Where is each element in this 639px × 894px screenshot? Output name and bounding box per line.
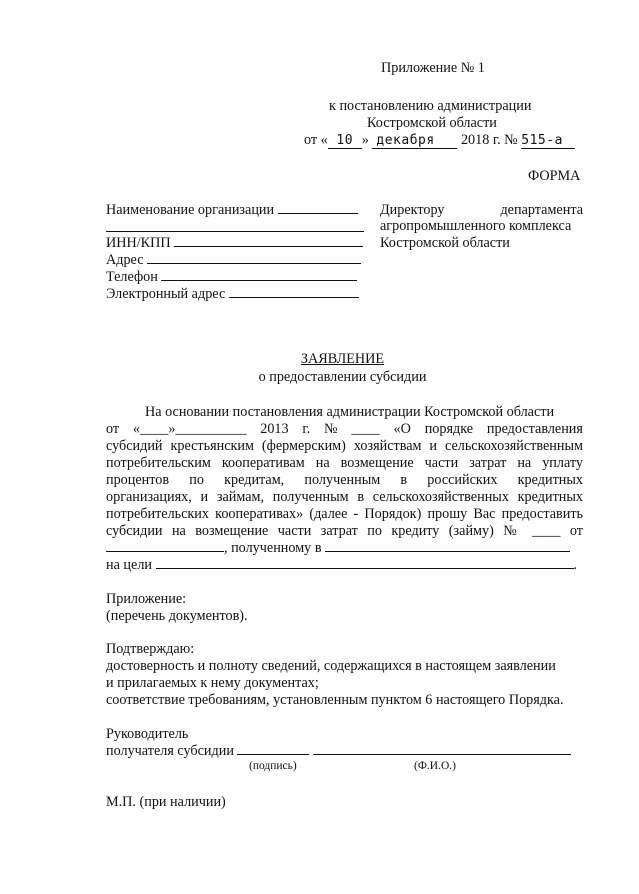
attachments-text: (перечень документов). xyxy=(106,608,248,624)
date-prefix: от « xyxy=(304,132,328,148)
handwritten-month: декабря xyxy=(372,133,457,149)
body-l2-word: предоставления xyxy=(486,421,583,437)
phone-field[interactable] xyxy=(161,280,357,281)
body-line-1: На основании постановления администрации Костромской области xyxy=(145,404,555,420)
address-field[interactable] xyxy=(147,263,361,264)
org-name-row xyxy=(106,202,358,219)
confirm-line-2: и прилагаемых к нему документах; xyxy=(106,675,319,691)
body-l2-word: от xyxy=(106,421,120,437)
org-name-field-2[interactable] xyxy=(106,218,364,232)
body-line-9 xyxy=(106,540,570,557)
body-l2-word: «О xyxy=(393,421,411,437)
body-line-4: потребительским кооперативам на возмещение части затрат на уплату xyxy=(106,455,583,471)
body-l2-word: «____»__________ xyxy=(132,421,247,437)
purpose-period: . xyxy=(573,557,578,573)
appendix-title: Приложение № 1 xyxy=(381,60,485,76)
confirm-label: Подтверждаю: xyxy=(106,641,195,657)
statement-title xyxy=(0,351,639,368)
loan-date-field[interactable] xyxy=(106,551,224,552)
body-line-8: субсидии на возмещение части затрат по кредиту (займу) № ____ от xyxy=(106,523,583,539)
address-label: Адрес xyxy=(106,252,144,268)
body-l2-word: г. xyxy=(302,421,311,437)
addressee-line-2: агропромышленного комплекса xyxy=(380,218,572,234)
body-line-10 xyxy=(106,557,577,574)
statement-subtitle: о предоставлении субсидии xyxy=(258,369,427,385)
form-label: ФОРМА xyxy=(528,168,581,184)
body-l2-word: 2013 xyxy=(260,421,289,437)
recipient-label: получателя субсидии xyxy=(106,743,234,759)
appendix-date-line xyxy=(304,132,575,149)
received-in-label: , полученному в xyxy=(224,540,322,556)
purpose-field[interactable] xyxy=(156,568,574,569)
inn-label: ИНН/КПП xyxy=(106,235,171,251)
confirm-line-3: соответствие требованиям, установленным пунктом 6 настоящего Порядка. xyxy=(106,692,564,708)
appendix-line-2: Костромской области xyxy=(367,115,497,131)
body-l2-word: порядке xyxy=(424,421,474,437)
phone-row xyxy=(106,269,357,286)
body-line-7: потребительских кооперативах» (далее - Порядок) прошу Вас предоставить xyxy=(106,506,583,522)
full-name-caption: (Ф.И.О.) xyxy=(414,760,456,772)
email-field[interactable] xyxy=(229,297,359,298)
body-line-2 xyxy=(106,421,583,438)
addressee-line-1 xyxy=(380,202,583,219)
address-row xyxy=(106,252,361,269)
confirm-line-1: достоверность и полноту сведений, содержащихся в настоящем заявлении xyxy=(106,658,556,674)
inn-field[interactable] xyxy=(174,246,363,247)
inn-row xyxy=(106,235,363,252)
bank-field[interactable] xyxy=(325,551,570,552)
addressee-director: Директору xyxy=(380,202,445,218)
addressee-department: департамента xyxy=(500,202,583,218)
body-l2-word: № xyxy=(324,421,338,437)
signature-caption: (подпись) xyxy=(249,760,297,772)
body-line-5: процентов по кредитам, полученным в российских кредитных xyxy=(106,472,583,488)
date-year-number: 2018 г. № xyxy=(460,132,518,148)
handwritten-day: 10 xyxy=(328,133,362,149)
org-name-label: Наименование организации xyxy=(106,202,275,218)
statement-title-text: ЗАЯВЛЕНИЕ xyxy=(300,351,385,367)
full-name-field[interactable] xyxy=(313,754,571,755)
attachments-label: Приложение: xyxy=(106,591,187,607)
email-row xyxy=(106,286,359,303)
stamp-note: М.П. (при наличии) xyxy=(106,794,226,810)
addressee-line-3: Костромской области xyxy=(380,235,510,251)
phone-label: Телефон xyxy=(106,269,158,285)
org-name-field[interactable] xyxy=(278,213,358,214)
body-l2-word: ____ xyxy=(351,421,380,437)
purpose-label: на цели xyxy=(106,557,152,573)
signature-field[interactable] xyxy=(237,754,309,755)
date-close: » xyxy=(361,132,369,148)
appendix-line-1: к постановлению администрации xyxy=(329,98,532,114)
body-line-6: организациях, и займам, полученным в сельскохозяйственных кредитных xyxy=(106,489,583,505)
body-line-3: субсидий крестьянским (фермерским) хозяйствам и сельскохозяйственным xyxy=(106,438,583,454)
handwritten-number: 515-а xyxy=(521,133,575,149)
email-label: Электронный адрес xyxy=(106,286,226,302)
signature-row xyxy=(106,743,571,760)
signature-line-1: Руководитель xyxy=(106,726,189,742)
